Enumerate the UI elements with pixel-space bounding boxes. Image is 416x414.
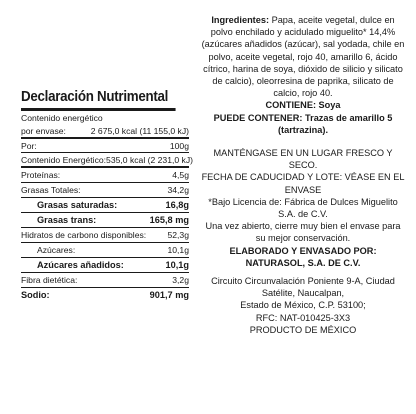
nutrition-label: Hidratos de carbono disponibles: [21, 230, 147, 240]
nutrition-value: 535,0 kcal (2 231,0 kJ) [106, 155, 193, 165]
nutrition-row-sugars [21, 243, 189, 258]
nutrition-row-carbohydrates [21, 228, 189, 243]
nutrition-label: Grasas trans: [37, 215, 97, 225]
license-notice: *Bajo Licencia de: Fábrica de Dulces Miguelito S.A. de C.V. [208, 196, 398, 220]
producer-address: Circuito Circunvalación Poniente 9-A, Ciudad Satélite, Naucalpan, [211, 276, 395, 299]
nutrition-label: por envase: [21, 126, 66, 136]
nutrition-row-sodium [21, 288, 189, 302]
nutrition-row-protein [21, 168, 189, 183]
nutrition-label: Sodio: [21, 290, 50, 300]
nutrition-title: Declaración Nutrimental [21, 89, 176, 111]
nutrition-row-energy-package [21, 124, 189, 139]
nutrition-panel [21, 89, 193, 302]
product-origin: PRODUCTO DE MÉXICO [249, 324, 357, 335]
nutrition-row-saturated-fat [21, 198, 189, 213]
nutrition-label: Grasas Totales: [21, 185, 81, 195]
nutrition-value: 52,3g [167, 230, 189, 240]
producer-rfc: RFC: NAT-010425-3X3 [255, 312, 351, 323]
nutrition-value: 10,1g [167, 245, 189, 255]
nutrition-value: 4,5g [172, 170, 189, 180]
producer-company: NATURASOL, S.A. DE C.V. [245, 257, 361, 268]
nutrition-label: Fibra dietética: [21, 275, 78, 285]
allergen-may-contain: PUEDE CONTENER: Trazas de amarillo 5 (tartrazina). [213, 112, 393, 135]
nutrition-label: Proteínas: [21, 170, 61, 180]
nutrition-row-added-sugars [21, 258, 189, 273]
nutrition-row-energy-heading [21, 111, 189, 124]
nutrition-value: 16,8g [165, 200, 189, 210]
nutrition-value: 3,2g [172, 275, 189, 285]
nutrition-value: 165,8 mg [149, 215, 189, 225]
nutrition-label: Por: [21, 141, 37, 151]
nutrition-label: Contenido energético [21, 113, 103, 123]
nutrition-value: 100g [169, 141, 189, 151]
expiry-notice: FECHA DE CADUCIDAD Y LOTE: VÉASE EN EL ENVASE [201, 172, 405, 195]
nutrition-label: Azúcares añadidos: [37, 260, 124, 270]
nutrition-value: 34,2g [167, 185, 189, 195]
allergen-contains: CONTIENE: Soya [265, 100, 341, 111]
ingredients-text [201, 14, 405, 99]
nutrition-value: 10,1g [165, 260, 189, 270]
nutrition-row-fiber [21, 273, 189, 288]
nutrition-row-energy [21, 153, 193, 168]
ingredients-list: Papa, aceite vegetal, dulce en polvo enchilado y acidulado miguelito* 14,4% (azúcares añadidos (azúcar), sal yodada, chile en polvo, aceite vegetal, rojo 40, amarillo 6, ácido cítrico, harina de soya, dióxido de silicio y silicato de calcio), oleorresina de paprika, silicato de calcio, rojo 40. [201, 15, 405, 99]
nutrition-value: 2 675,0 kcal (11 155,0 kJ) [90, 126, 189, 136]
nutrition-value: 901,7 mg [149, 290, 189, 300]
label-text-column [201, 14, 405, 336]
nutrition-row-total-fat [21, 183, 189, 198]
ingredients-heading: Ingredientes: [211, 15, 270, 25]
nutrition-row-trans-fat [21, 213, 189, 228]
nutrition-label: Azúcares: [37, 245, 76, 255]
nutrition-label: Contenido Energético: [21, 155, 107, 165]
storage-advice: Una vez abierto, cierre muy bien el envase para su mejor conservación. [205, 221, 401, 244]
storage-instructions: MANTÉNGASE EN UN LUGAR FRESCO Y SECO. [213, 148, 393, 171]
producer-heading: ELABORADO Y ENVASADO POR: [229, 245, 377, 256]
producer-state: Estado de México, C.P. 53100; [240, 300, 366, 311]
nutrition-label: Grasas saturadas: [37, 200, 118, 210]
nutrition-row-portion [21, 139, 189, 153]
